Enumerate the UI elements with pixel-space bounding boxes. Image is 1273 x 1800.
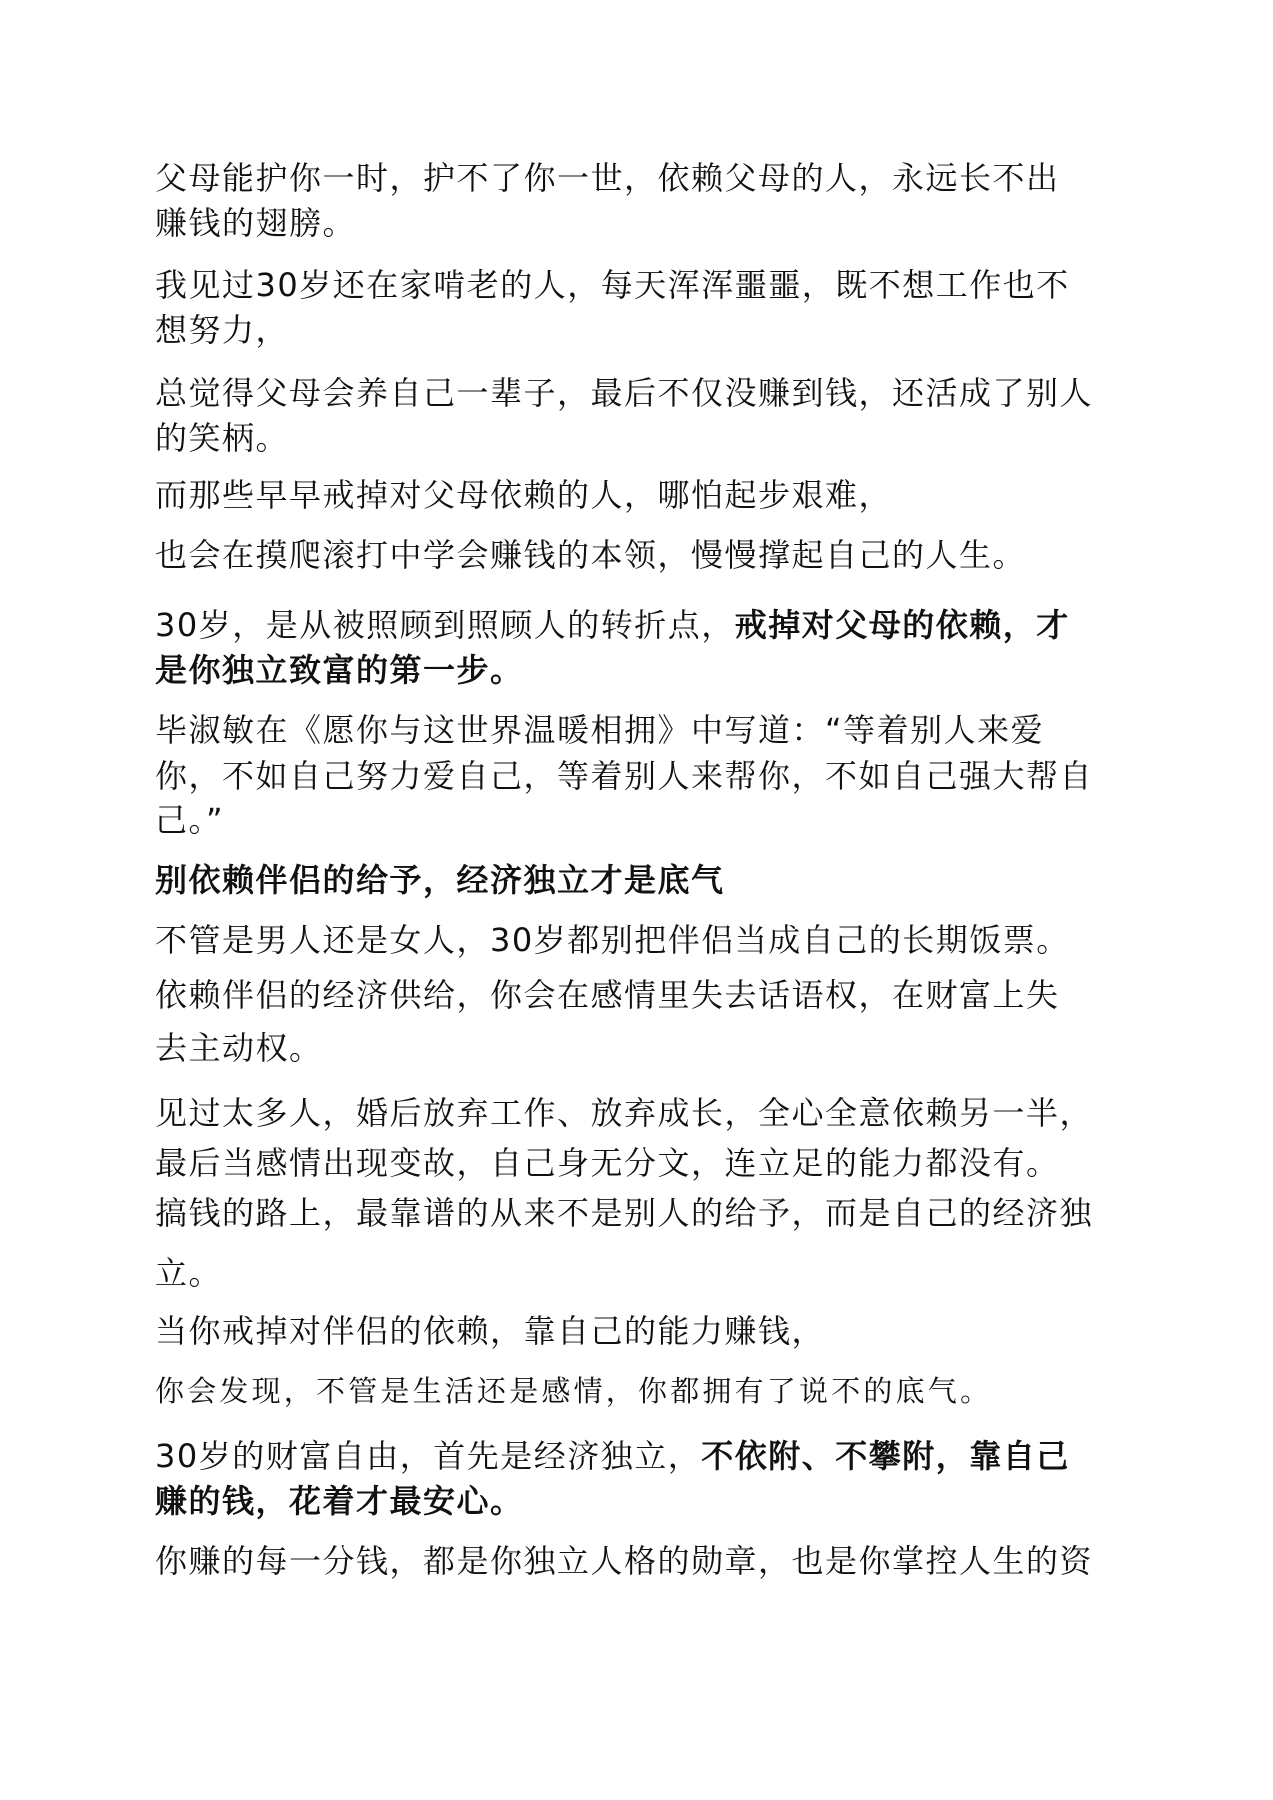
text-run: 不管是男人还是女人，30岁都别把伴侣当成自己的长期饭票。	[155, 921, 1070, 959]
bold-text-run: 是你独立致富的第一步。	[155, 651, 524, 689]
text-run: 30岁的财富自由，首先是经济独立，	[155, 1437, 702, 1475]
text-line	[155, 1253, 222, 1293]
text-run: 也会在摸爬滚打中学会赚钱的本领，慢慢撑起自己的人生。	[155, 536, 1027, 574]
text-line	[155, 800, 224, 840]
bold-text-run: 不依附、不攀附，靠自己	[701, 1437, 1070, 1475]
text-run: 想努力，	[155, 311, 290, 349]
text-line	[155, 1436, 1070, 1476]
text-run: 的笑柄。	[155, 419, 290, 457]
text-line	[155, 710, 1044, 750]
text-run: 30岁，是从被照顾到照顾人的转折点，	[155, 606, 735, 644]
bold-text-line	[155, 1481, 524, 1521]
text-line	[155, 920, 1070, 960]
text-run: 你赚的每一分钱，都是你独立人格的勋章，也是你掌控人生的资	[155, 1542, 1094, 1580]
text-line	[155, 535, 1026, 575]
text-line	[155, 605, 1070, 645]
text-run: 我见过30岁还在家啃老的人，每天浑浑噩噩，既不想工作也不	[155, 266, 1070, 304]
bold-text-run: 赚的钱，花着才最安心。	[155, 1482, 524, 1520]
bold-text-line	[155, 650, 524, 690]
text-line	[155, 373, 1093, 413]
text-line	[155, 756, 1093, 796]
text-line	[155, 310, 289, 350]
section-heading	[155, 860, 725, 900]
text-line	[155, 418, 289, 458]
text-run: 而那些早早戒掉对父母依赖的人，哪怕起步艰难，	[155, 476, 893, 514]
text-line	[155, 1193, 1093, 1233]
text-run: 毕淑敏在《愿你与这世界温暖相拥》中写道：“等着别人来爱	[155, 711, 1045, 749]
text-line	[155, 1541, 1093, 1581]
text-run: 父母能护你一时，护不了你一世，依赖父母的人，永远长不出	[155, 159, 1060, 197]
text-run: 依赖伴侣的经济供给，你会在感情里失去话语权，在财富上失	[155, 976, 1060, 1014]
text-run: 赚钱的翅膀。	[155, 204, 357, 242]
text-line	[155, 1093, 1093, 1133]
text-run: 己。”	[155, 801, 225, 839]
text-line	[155, 1143, 1060, 1183]
text-run: 搞钱的路上，最靠谱的从来不是别人的给予，而是自己的经济独	[155, 1194, 1094, 1232]
text-line	[155, 975, 1060, 1015]
text-line	[155, 158, 1060, 198]
text-line	[155, 1311, 825, 1351]
text-line	[155, 475, 892, 515]
bold-text-run: 戒掉对父母的依赖，才	[734, 606, 1070, 644]
text-run: 立。	[155, 1254, 223, 1292]
text-run: 你会发现，不管是生活还是感情，你都拥有了说不的底气。	[155, 1374, 993, 1408]
text-line	[155, 1028, 323, 1068]
text-line	[155, 203, 356, 243]
text-run: 总觉得父母会养自己一辈子，最后不仅没赚到钱，还活成了别人	[155, 374, 1094, 412]
text-run: 当你戒掉对伴侣的依赖，靠自己的能力赚钱，	[155, 1312, 826, 1350]
text-run: 见过太多人，婚后放弃工作、放弃成长，全心全意依赖另一半，	[155, 1094, 1094, 1132]
heading-text: 别依赖伴侣的给予，经济独立才是底气	[155, 861, 725, 899]
text-line	[155, 1371, 992, 1411]
text-run: 你，不如自己努力爱自己，等着别人来帮你，不如自己强大帮自	[155, 757, 1094, 795]
text-line	[155, 265, 1070, 305]
text-run: 去主动权。	[155, 1029, 323, 1067]
text-run: 最后当感情出现变故，自己身无分文，连立足的能力都没有。	[155, 1144, 1060, 1182]
